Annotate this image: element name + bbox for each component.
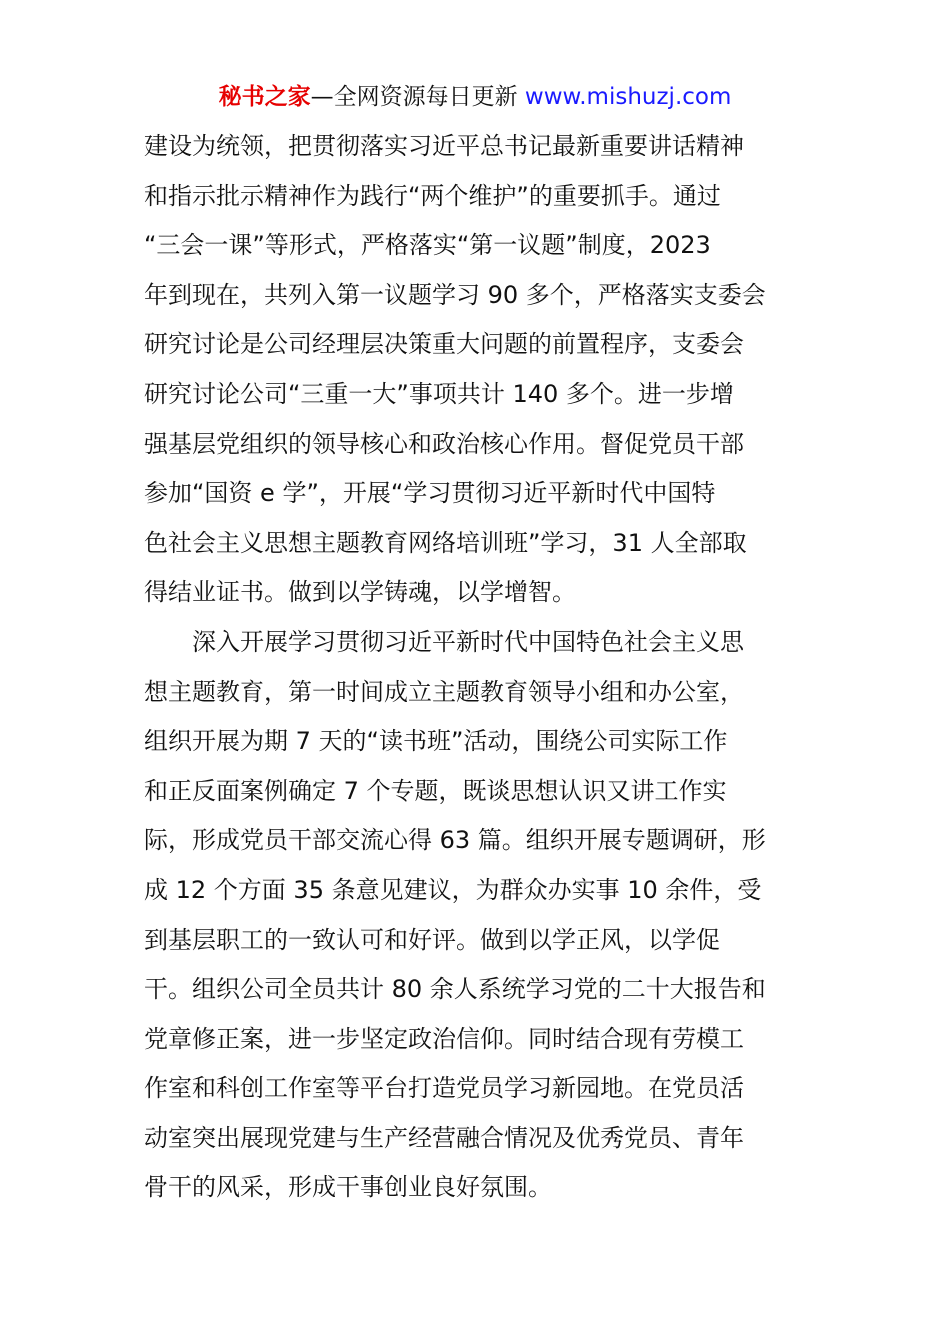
document-body <box>144 122 824 1213</box>
text-line: 参加“国资 e 学”，开展“学习贯彻习近平新时代中国特 <box>144 479 716 508</box>
text-line: 和指示批示精神作为践行“两个维护”的重要抓手。通过 <box>144 181 721 210</box>
text-line: 研究讨论是公司经理层决策重大问题的前置程序，支委会 <box>144 330 744 359</box>
text-line: 和正反面案例确定 7 个专题，既谈思想认识又讲工作实 <box>144 776 727 805</box>
site-brand: 秘书之家 <box>218 84 311 110</box>
text-line: 成 12 个方面 35 条意见建议，为群众办实事 10 余件，受 <box>144 875 762 904</box>
site-tagline: —全网资源每日更新 <box>310 84 525 110</box>
text-line: 骨干的风采，形成干事创业良好氛围。 <box>144 1173 552 1202</box>
text-line: 年到现在，共列入第一议题学习 90 多个，严格落实支委会 <box>144 280 766 309</box>
text-line: 得结业证书。做到以学铸魂，以学增智。 <box>144 578 576 607</box>
text-line: 到基层职工的一致认可和好评。做到以学正风，以学促 <box>144 925 720 954</box>
site-header <box>0 80 950 114</box>
text-line: 党章修正案，进一步坚定政治信仰。同时结合现有劳模工 <box>144 1024 744 1053</box>
text-line: 际，形成党员干部交流心得 63 篇。组织开展专题调研，形 <box>144 826 766 855</box>
site-url-link[interactable]: www.mishuzj.com <box>524 84 732 110</box>
text-line: 组织开展为期 7 天的“读书班”活动，围绕公司实际工作 <box>144 727 728 756</box>
text-line: 想主题教育，第一时间成立主题教育领导小组和办公室， <box>144 677 744 706</box>
text-line: 建设为统领，把贯彻落实习近平总书记最新重要讲话精神 <box>144 132 744 160</box>
text-line: “三会一课”等形式，严格落实“第一议题”制度，2023 <box>144 231 711 260</box>
text-line: 强基层党组织的领导核心和政治核心作用。督促党员干部 <box>144 429 744 458</box>
text-line: 干。组织公司全员共计 80 余人系统学习党的二十大报告和 <box>144 975 766 1004</box>
text-line: 色社会主义思想主题教育网络培训班”学习，31 人全部取 <box>144 528 747 557</box>
text-line: 深入开展学习贯彻习近平新时代中国特色社会主义思 <box>144 627 744 656</box>
text-line: 作室和科创工作室等平台打造党员学习新园地。在党员活 <box>144 1074 744 1103</box>
text-line: 动室突出展现党建与生产经营融合情况及优秀党员、青年 <box>144 1123 744 1152</box>
text-line: 研究讨论公司“三重一大”事项共计 140 多个。进一步增 <box>144 379 734 408</box>
